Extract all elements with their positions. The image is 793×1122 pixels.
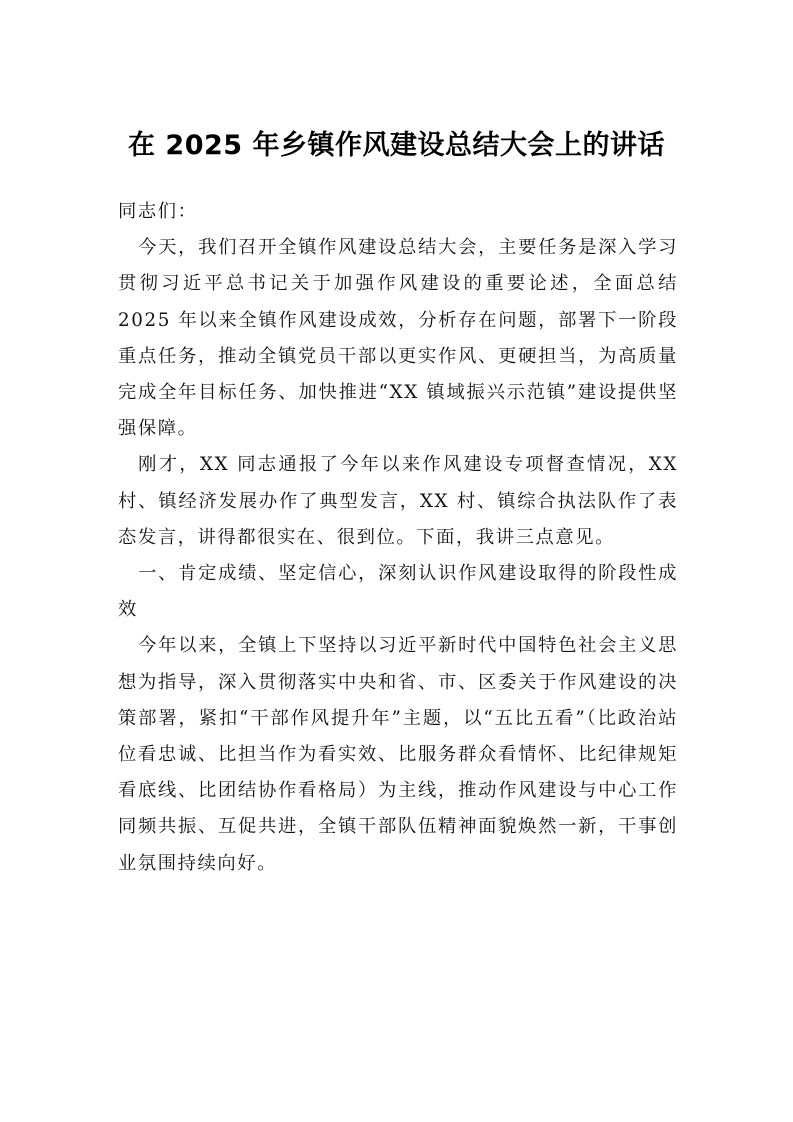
document-title: 在 2025 年乡镇作风建设总结大会上的讲话: [128, 130, 665, 161]
salutation: 同志们：: [118, 201, 198, 222]
document-body: [118, 194, 678, 882]
section-heading-one: 一、肯定成绩、坚定信心，深刻认识作风建设取得的阶段性成效: [118, 563, 678, 621]
paragraph-achievements: 今年以来，全镇上下坚持以习近平新时代中国特色社会主义思想为指导，深入贯彻落实中央和省、市、区委关于作风建设的决策部署，紧扣“干部作风提升年”主题，以“五比五看”（比政治站位看忠诚、比担当作为看实效、比服务群众看情怀、比纪律规矩看底线、比团结协作看格局）为主线，推动作风建设与中心工作同频共振、互促共进，全镇干部队伍精神面貌焕然一新，干事创业氛围持续向好。: [118, 635, 678, 874]
paragraph-review: 刚才，XX 同志通报了今年以来作风建设专项督查情况，XX 村、镇经济发展办作了典型发言，XX 村、镇综合执法队作了表态发言，讲得都很实在、很到位。下面，我讲三点意见。: [118, 454, 678, 548]
paragraph-intro: 今天，我们召开全镇作风建设总结大会，主要任务是深入学习贯彻习近平总书记关于加强作风建设的重要论述，全面总结 2025 年以来全镇作风建设成效，分析存在问题，部署下一阶段重点任务，推动全镇党员干部以更实作风、更硬担当，为高质量完成全年目标任务、加快推进“XX 镇域振兴示范镇”建设提供坚强保障。: [118, 237, 678, 440]
